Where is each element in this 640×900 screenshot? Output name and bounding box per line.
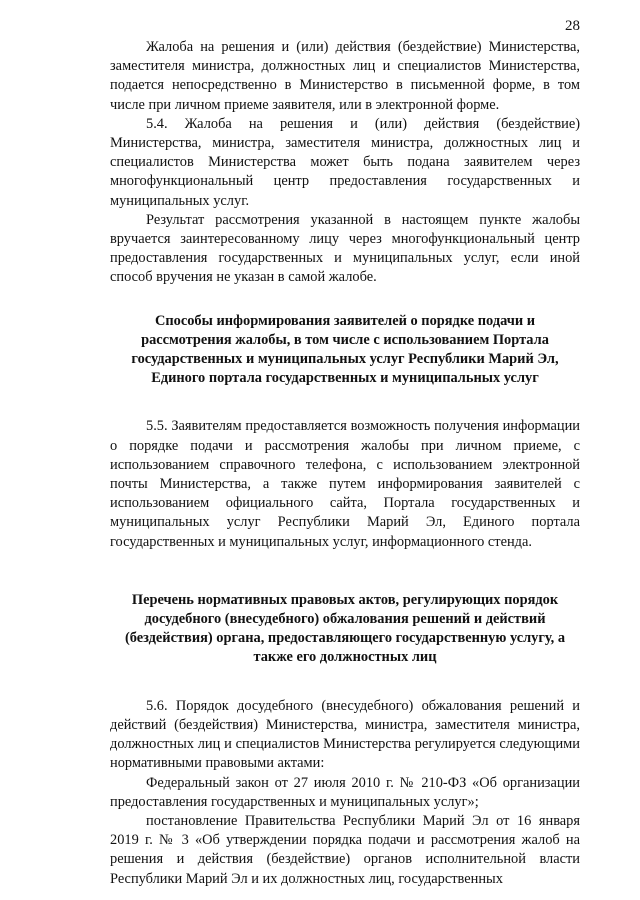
paragraph: 5.6. Порядок досудебного (внесудебного) обжалования решений и действий (бездействия) Министерства, министра, заместителя министра, должностных лиц и специалистов Министерства регулируется следующими нормативными правовыми актами: (110, 697, 580, 772)
paragraph: постановление Правительства Республики Марий Эл от 16 января 2019 г. № 3 «Об утверждении порядка подачи и рассмотрения жалоб на решения и действия (бездействие) органов исполнительной власти Республики Марий Эл и их должностных лиц, государственных (110, 812, 580, 887)
paragraph: 5.5. Заявителям предоставляется возможность получения информации о порядке подачи и рассмотрения жалобы при личном приеме, с использованием справочного телефона, с использованием электронной почты Министерства, а также путем информирования заявителей с использованием официального сайта, Портала государственных и муниципальных услуг Республики Марий Эл, Единого портала государственных и муниципальных услуг, информационного стенда. (110, 418, 580, 550)
paragraph: Жалоба на решения и (или) действия (бездействие) Министерства, заместителя министра, должностных лиц и специалистов Министерства, подается непосредственно в Министерство в письменной форме, в том числе при личном приеме заявителя, или в электронной форме. (110, 39, 580, 113)
document-body (110, 38, 580, 889)
section-heading: Перечень нормативных правовых актов, регулирующих порядок досудебного (внесудебного) обжалования решений и действий (бездействия) органа, предоставляющего государственную услугу, а также его должностных лиц (124, 591, 566, 666)
paragraph: 5.4. Жалоба на решения и (или) действия (бездействие) Министерства, министра, заместителя министра, должностных лиц и специалистов Министерства может быть подана заявителем через многофункциональный центр предоставления государственных и муниципальных услуг. (110, 115, 580, 209)
paragraph: Федеральный закон от 27 июля 2010 г. № 210-ФЗ «Об организации предоставления государственных и муниципальных услуг»; (110, 774, 580, 810)
paragraph: Результат рассмотрения указанной в настоящем пункте жалобы вручается заинтересованному лицу через многофункциональный центр предоставления государственных и муниципальных услуг, если иной способ вручения не указан в самой жалобе. (110, 211, 580, 286)
section-heading: Способы информирования заявителей о порядке подачи и рассмотрения жалобы, в том числе с использованием Портала государственных и муниципальных услуг Республики Марий Эл, Единого портала государственных и муниципальных услуг (131, 312, 559, 387)
page-number: 28 (565, 18, 580, 34)
